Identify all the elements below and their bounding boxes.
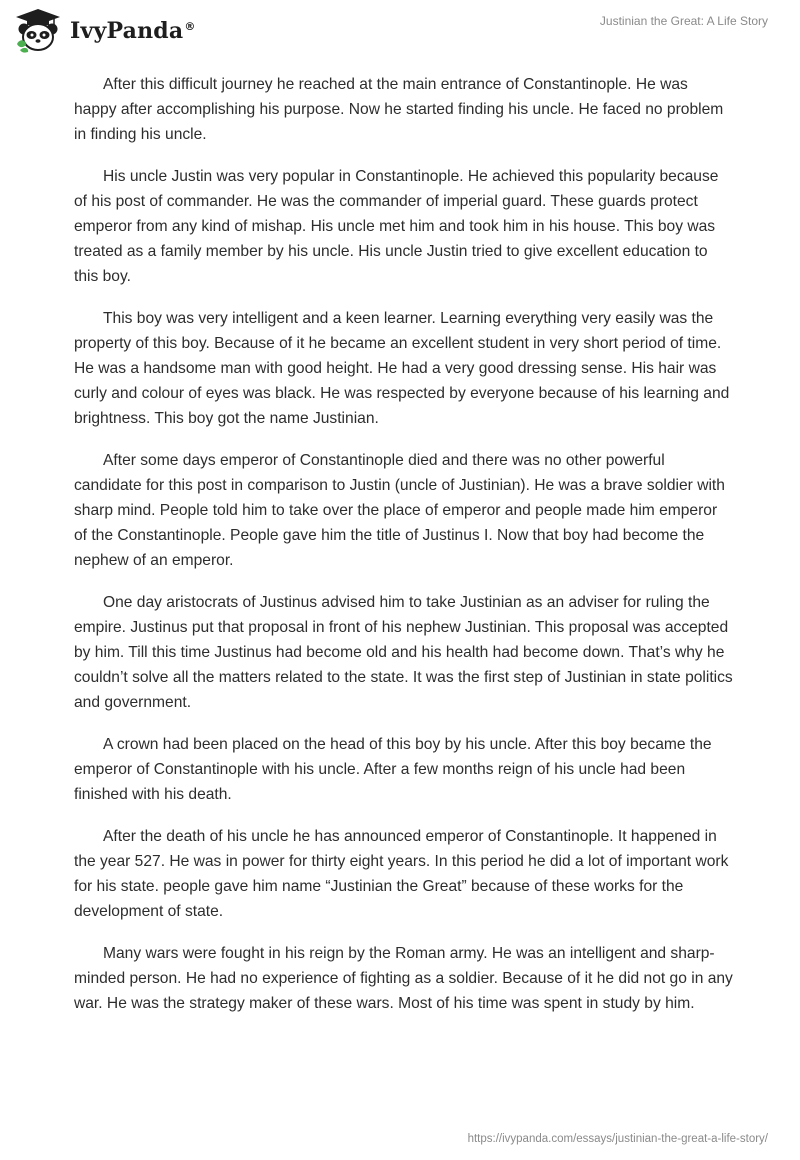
document-title: Justinian the Great: A Life Story [599, 14, 768, 28]
essay-body [74, 72, 734, 1033]
paragraph: One day aristocrats of Justinus advised him to take Justinian as an adviser for ruling the empire. Justinus put that proposal in front of his nephew Justinian. This proposal was accepted by him. Till this time Justinus had become old and his health had become down. That’s why he couldn’t solve all the matters related to the state. It was the first step of Justinian in state politics and government. [74, 594, 733, 711]
paragraph: After some days emperor of Constantinople died and there was no other powerful candidate for this post in comparison to Justin (uncle of Justinian). He was a brave soldier with sharp mind. People told him to take over the place of emperor and people made him emperor of the Constantinople. People gave him the title of Justinus I. Now that boy had become the nephew of an emperor. [74, 452, 725, 569]
source-url-link[interactable]: https://ivypanda.com/essays/justinian-the-great-a-life-story/ [467, 1133, 768, 1145]
paragraph: After the death of his uncle he has announced emperor of Constantinople. It happened in the year 527. He was in power for thirty eight years. In this period he did a lot of important work for his state. people gave him name “Justinian the Great” because of these works for the development of state. [74, 828, 729, 920]
paragraph: Many wars were fought in his reign by the Roman army. He was an intelligent and sharp-minded person. He had no experience of fighting as a soldier. Because of it he did not go in any war. He was the strategy maker of these wars. Most of his time was spent in study by him. [74, 945, 733, 1012]
paragraph: After this difficult journey he reached at the main entrance of Constantinople. He was happy after accomplishing his purpose. Now he started finding his uncle. He faced no problem in finding his uncle. [74, 76, 724, 143]
paragraph: A crown had been placed on the head of this boy by his uncle. After this boy became the emperor of Constantinople with his uncle. After a few months reign of his uncle had been finished with his death. [74, 736, 712, 803]
paragraph: This boy was very intelligent and a keen learner. Learning everything very easily was the property of this boy. Because of it he became an excellent student in very short period of time. He was a handsome man with good height. He had a very good dressing sense. His hair was curly and colour of eyes was black. He was respected by everyone because of his learning and brightness. This boy got the name Justinian. [74, 310, 730, 427]
paragraph: His uncle Justin was very popular in Constantinople. He achieved this popularity because of his post of commander. He was the commander of imperial guard. These guards protect emperor from any kind of mishap. His uncle met him and took him in his house. This boy was treated as a family member by his uncle. His uncle Justin tried to give excellent education to this boy. [74, 168, 719, 285]
brand-text: IvyPanda [70, 18, 184, 44]
ivypanda-logo[interactable] [14, 7, 196, 53]
page-header [0, 0, 800, 62]
brand-name [70, 18, 196, 44]
registered-mark: ® [184, 19, 196, 33]
panda-graduate-icon [14, 7, 62, 53]
